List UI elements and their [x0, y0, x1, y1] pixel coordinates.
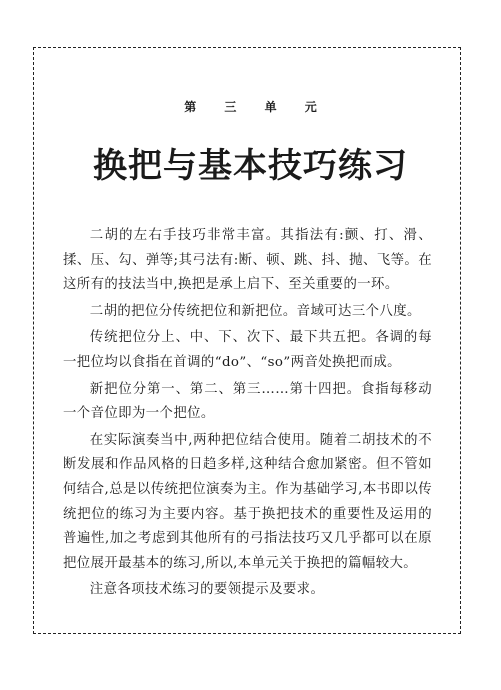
- unit-heading: 第 三 单 元: [184, 100, 329, 114]
- paragraph-traditional-positions: 传统把位分上、中、下、次下、最下共五把。各调的每一把位均以食指在首调的“do”、“so”两音处换把而成。: [63, 330, 432, 370]
- paragraph-positions: 二胡的把位分传统把位和新把位。音域可达三个八度。: [89, 303, 421, 319]
- page-title: 换把与基本技巧练习: [93, 146, 408, 186]
- paragraph-practice: 在实际演奏当中,两种把位结合使用。随着二胡技术的不断发展和作品风格的日趋多样,这种结合愈加紧密。但不管如何结合,总是以传统把位演奏为主。作为基础学习,本书即以传统把位的练习为主要内容。基于换把技术的重要性及运用的普遍性,加之考虑到其他所有的弓指法技巧又几乎都可以在原把位展开最基本的练习,所以,本单元关于换把的篇幅较大。: [63, 432, 432, 571]
- body-text: [63, 224, 432, 605]
- paragraph-new-positions: 新把位分第一、第二、第三……第十四把。食指每移动一个音位即为一个把位。: [63, 381, 432, 422]
- paragraph-note: 注意各项技术练习的要领提示及要求。: [89, 582, 325, 598]
- paragraph-techniques: 二胡的左右手技巧非常丰富。其指法有:颤、打、滑、揉、压、勾、弹等;其弓法有:断、顿、跳、抖、抛、飞等。在这所有的技法当中,换把是承上启下、至关重要的一环。: [63, 228, 432, 293]
